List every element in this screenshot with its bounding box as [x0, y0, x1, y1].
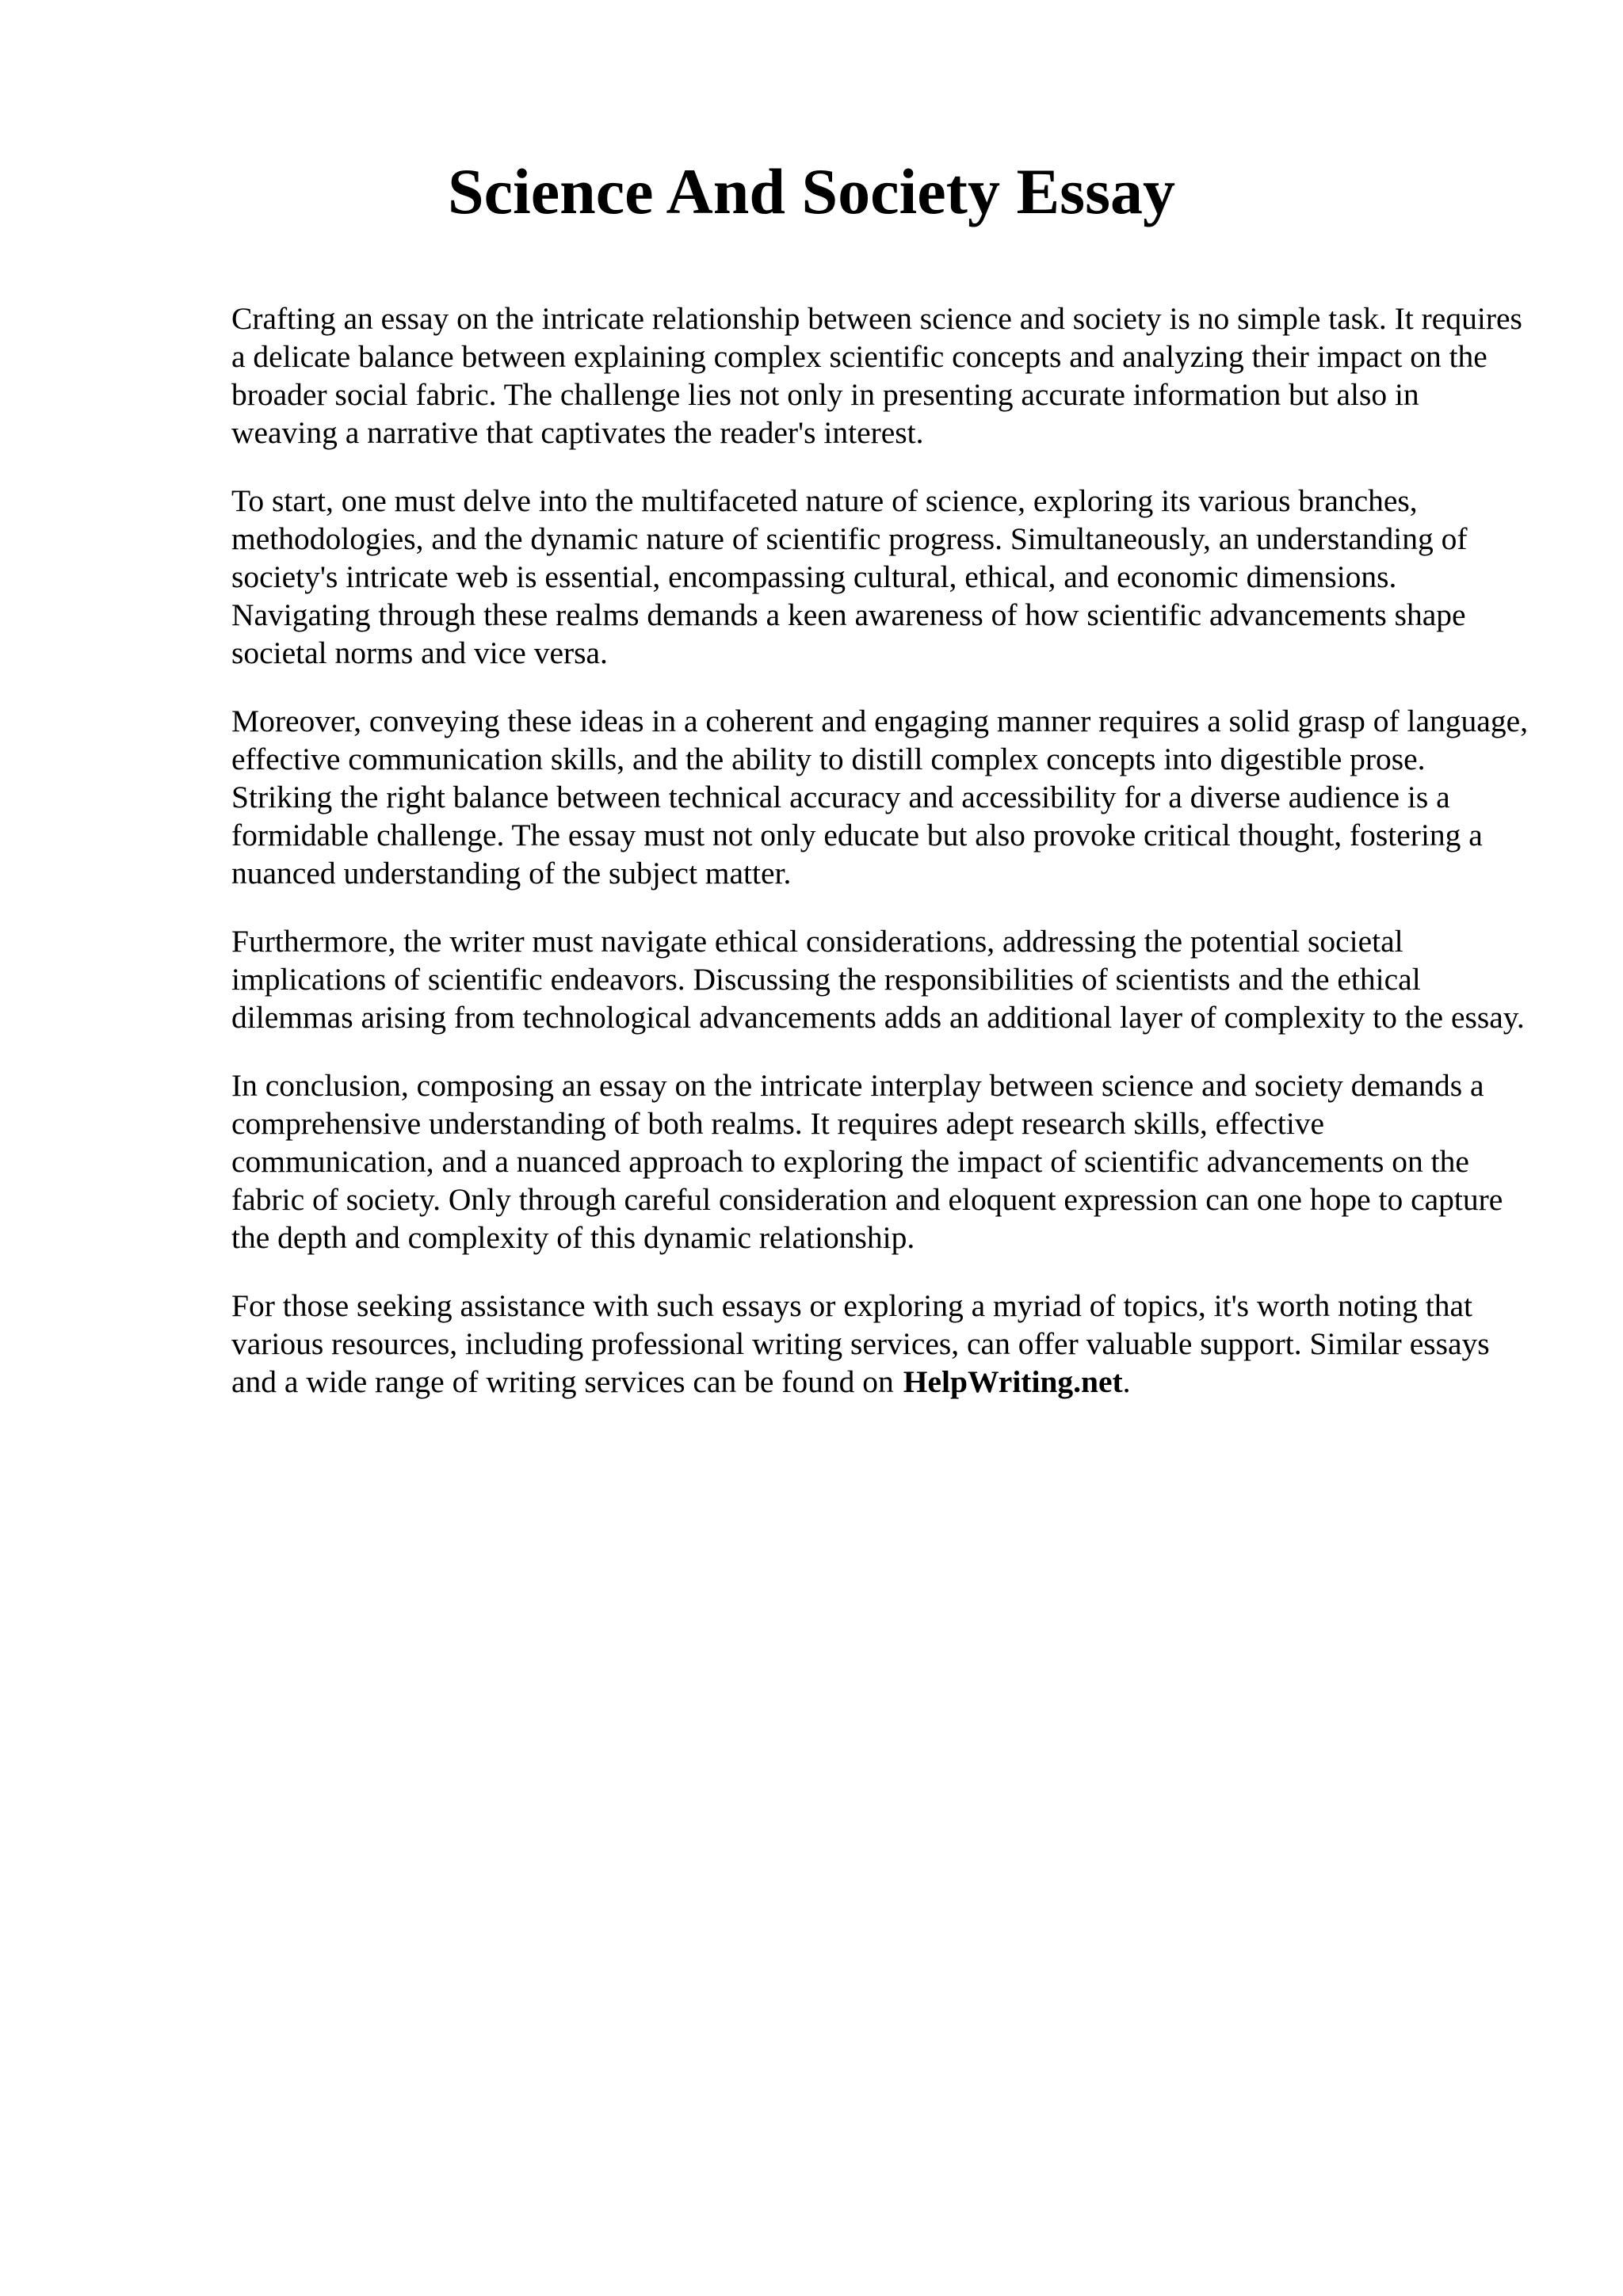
paragraph-5: In conclusion, composing an essay on the intricate interplay between science and society demands a comprehensive understanding of both realms. It requires adept research skills, effective communication, and a nuanced approach to exploring the impact of scientific advancements on the fabric of society. Only through careful consideration and eloquent expression can one hope to capture the depth and complexity of this dynamic relationship.	[231, 1068, 1503, 1255]
helpwriting-link[interactable]: HelpWriting.net	[903, 1364, 1123, 1399]
closing-text: For those seeking assistance with such essays or exploring a myriad of topics, it's worth noting that various resources, including professional writing services, can offer valuable support. Similar essays and a wide range of writing services can be found on	[231, 1288, 1490, 1399]
closing-period: .	[1122, 1364, 1131, 1399]
document-title: Science And Society Essay	[448, 155, 1175, 227]
paragraph-2: To start, one must delve into the multifaceted nature of science, exploring its various branches, methodologies, and the dynamic nature of scientific progress. Simultaneously, an understanding of society's intricate web is essential, encompassing cultural, ethical, and economic dimensions. Navigating through these realms demands a keen awareness of how scientific advancements shape societal norms and vice versa.	[231, 483, 1468, 670]
paragraph-1: Crafting an essay on the intricate relationship between science and society is no simple task. It requires a delicate balance between explaining complex scientific concepts and analyzing their impact on the broader social fabric. The challenge lies not only in presenting accurate information but also in weaving a narrative that captivates the reader's interest.	[231, 301, 1522, 450]
paragraph-4: Furthermore, the writer must navigate ethical considerations, addressing the potential societal implications of scientific endeavors. Discussing the responsibilities of scientists and the ethical dilemmas arising from technological advancements adds an additional layer of complexity to the essay.	[231, 924, 1525, 1035]
closing-paragraph	[231, 1287, 1531, 1401]
paragraph-3: Moreover, conveying these ideas in a coherent and engaging manner requires a solid grasp of language, effective communication skills, and the ability to distill complex concepts into digestible prose. Striking the right balance between technical accuracy and accessibility for a diverse audience is a formidable challenge. The essay must not only educate but also provoke critical thought, fostering a nuanced understanding of the subject matter.	[231, 704, 1528, 891]
document-body	[231, 299, 1531, 1401]
